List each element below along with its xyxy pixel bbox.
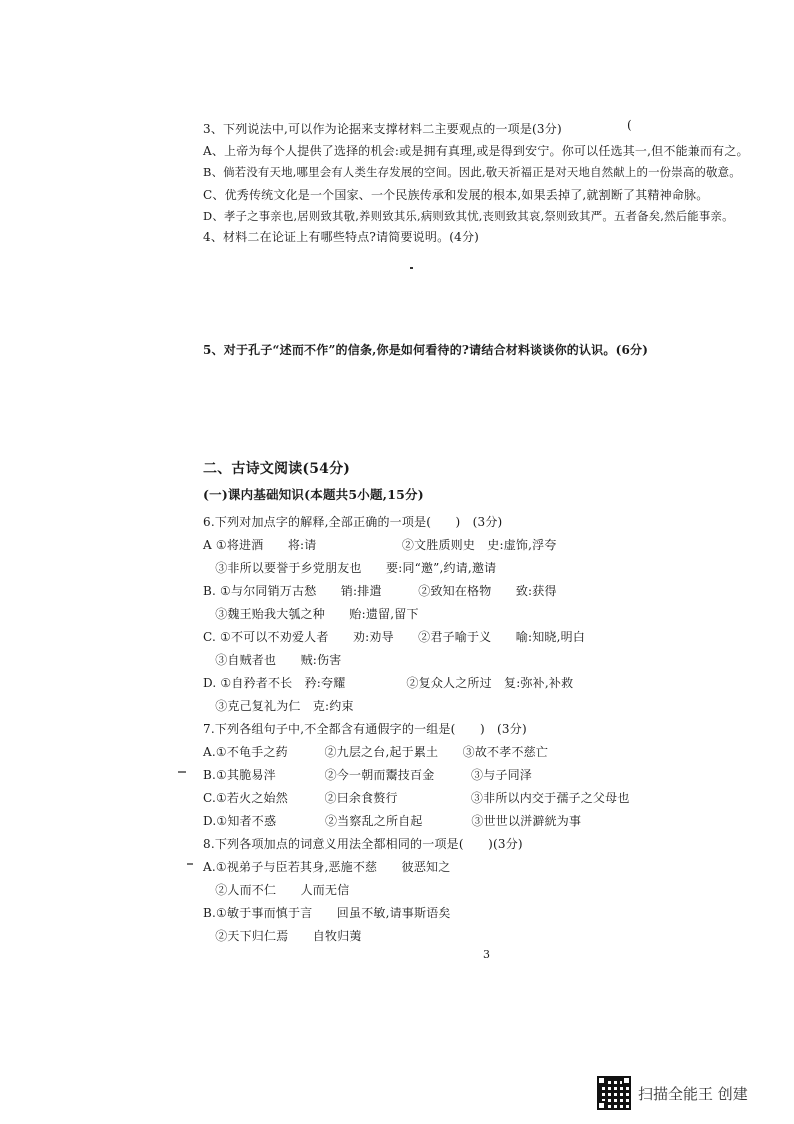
q8-line: A.①视弟子与臣若其身,恶施不慈 彼恶知之: [203, 860, 451, 874]
scanner-watermark: 扫描全能王 创建: [638, 1085, 748, 1103]
q3-option-a: A、上帝为每个人提供了选择的机会:或是拥有真理,或是得到安宁。你可以任选其一,但不能兼而有之。: [203, 144, 749, 158]
q7-line: B.①其脆易泮 ②今一朝而鬻技百金 ③与子同泽: [203, 768, 532, 782]
q7-line: C.①若火之始然 ②曰余食赘行 ③非所以内交于孺子之父母也: [203, 791, 630, 805]
q3-option-d: D、孝子之事亲也,居则致其敬,养则致其乐,病则致其忧,丧则致其哀,祭则致其严。五者备矣,然后能事亲。: [203, 209, 734, 223]
q3-option-c: C、优秀传统文化是一个国家、一个民族传承和发展的根本,如果丢掉了,就割断了其精神命脉。: [203, 188, 709, 202]
q6-line: A ①将进酒 将:请 ②文胜质则史 史:虚饰,浮夸: [203, 538, 557, 552]
q8-line: ②天下归仁焉 自牧归荑: [203, 929, 362, 943]
q4-stem: 4、材料二在论证上有哪些特点?请简要说明。(4分): [203, 230, 480, 244]
q6-line: C. ①不可以不劝爱人者 劝:劝导 ②君子喻于义 喻:知晓,明白: [203, 630, 586, 644]
q3-stem: 3、下列说法中,可以作为论据来支撑材料二主要观点的一项是(3分): [203, 122, 562, 136]
section-subtitle: (一)课内基础知识(本题共5小题,15分): [203, 487, 424, 502]
q6-line: B. ①与尔同销万古愁 销:排遣 ②致知在格物 致:获得: [203, 584, 557, 598]
q6-line: ③自贼者也 贼:伤害: [203, 653, 342, 667]
q6-line: ③非所以要誉于乡党朋友也 要:同“邀”,约请,邀请: [203, 561, 497, 575]
q8-line: ②人而不仁 人而无信: [203, 883, 350, 897]
q7-stem: 7.下列各组句子中,不全都含有通假字的一组是( ) (3分): [203, 722, 527, 736]
q5-stem: 5、对于孔子“述而不作”的信条,你是如何看待的?请结合材料谈谈你的认识。(6分): [203, 343, 649, 357]
q6-stem: 6.下列对加点字的解释,全部正确的一项是( ) (3分): [203, 515, 503, 529]
q8-stem: 8.下列各项加点的词意义用法全都相同的一项是( )(3分): [203, 837, 523, 851]
q3-answer-paren: (: [627, 118, 632, 132]
q6-line: D. ①自矜者不长 矜:夸耀 ②复众人之所过 复:弥补,补救: [203, 676, 574, 690]
scan-speck: [410, 267, 413, 269]
q7-line: D.①知者不惑 ②当察乱之所自起 ③世世以洴澼絖为事: [203, 814, 582, 828]
scan-mark: [178, 771, 186, 773]
q6-line: ③克己复礼为仁 克:约束: [203, 699, 354, 713]
scan-mark: [187, 863, 193, 865]
q8-line: B.①敏于事而慎于言 回虽不敏,请事斯语矣: [203, 906, 451, 920]
q7-line: A.①不龟手之药 ②九层之台,起于累土 ③故不孝不慈亡: [203, 745, 549, 759]
q6-line: ③魏王贻我大瓠之种 贻:遗留,留下: [203, 607, 419, 621]
section-title: 二、古诗文阅读(54分): [203, 461, 351, 477]
qr-code-icon: [597, 1076, 631, 1110]
q3-option-b: B、倘若没有天地,哪里会有人类生存发展的空间。因此,敬天祈福正是对天地自然献上的一份崇高的敬意。: [203, 165, 741, 179]
page-number: 3: [483, 948, 490, 961]
